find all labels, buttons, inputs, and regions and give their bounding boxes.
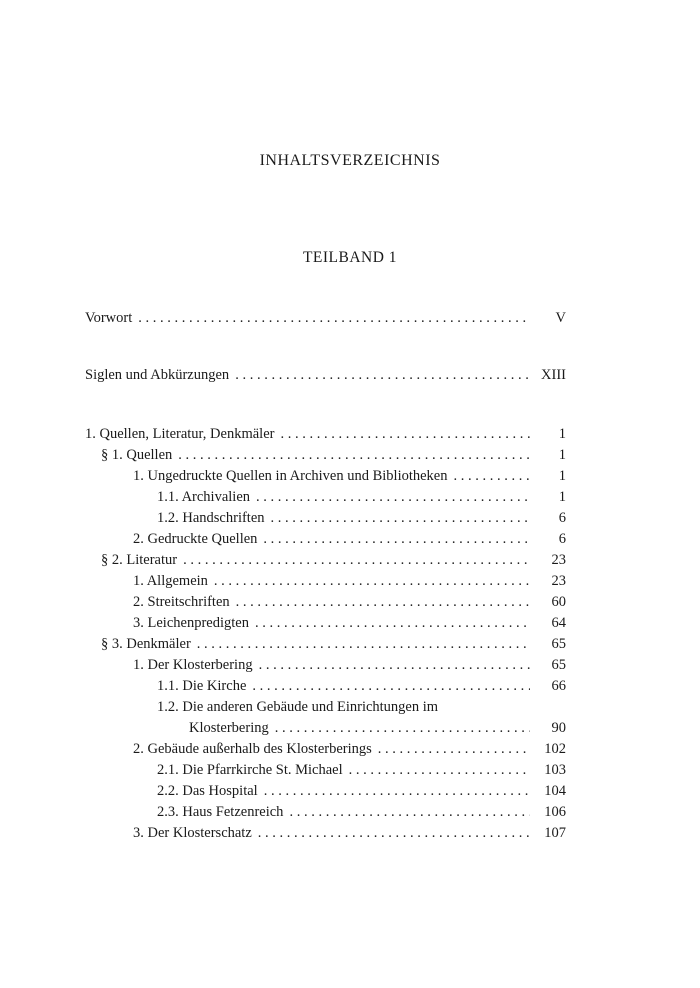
dot-leader: [263, 531, 530, 548]
toc-entry-page: 60: [551, 594, 566, 610]
toc-entry-label: 2.2. Das Hospital: [157, 783, 258, 799]
toc-heading: INHALTSVERZEICHNIS: [259, 152, 441, 169]
toc-entry: [85, 762, 566, 784]
toc-entry-label: 1. Der Klosterbering: [133, 657, 253, 673]
dot-leader: [258, 825, 530, 842]
toc-entry-label: 1.2. Handschriften: [157, 510, 265, 526]
toc-entry-label: Vorwort: [85, 310, 133, 326]
dot-leader: [255, 615, 530, 632]
toc-entry-label: 1. Quellen, Literatur, Denkmäler: [85, 426, 275, 442]
dot-leader: [259, 657, 530, 674]
toc-entry: [85, 426, 566, 448]
toc-entry-page: 102: [544, 741, 566, 757]
toc-entry-label: 1. Allgemein: [133, 573, 208, 589]
toc-entry-page: 6: [558, 531, 566, 547]
toc-entry-page: 1: [558, 489, 566, 505]
toc-entry-label: 3. Leichenpredigten: [133, 615, 249, 631]
toc-entry-page: 104: [544, 783, 566, 799]
toc-entry-label: Klosterbering: [189, 720, 269, 736]
dot-leader: [349, 762, 530, 779]
toc-entry-page: 65: [551, 636, 566, 652]
dot-leader: [275, 720, 530, 737]
dot-leader: [197, 636, 530, 653]
toc-entry-page: 65: [551, 657, 566, 673]
toc-entry-label: 1.1. Archivalien: [157, 489, 251, 505]
toc-entry-label: 2. Streitschriften: [133, 594, 230, 610]
toc-entry-label: 2. Gebäude außerhalb des Klosterberings: [133, 741, 372, 757]
toc-entry: [85, 636, 566, 658]
dot-leader: [183, 552, 530, 569]
dot-leader: [235, 367, 530, 384]
dot-leader: [178, 447, 530, 464]
toc-entry-label: 1.2. Die anderen Gebäude und Einrichtungen im: [157, 699, 439, 715]
toc-entry-page: 6: [558, 510, 566, 526]
toc-entry-label: 3. Der Klosterschatz: [133, 825, 252, 841]
dot-leader: [271, 510, 530, 527]
toc-entry-label: § 1. Quellen: [101, 447, 173, 463]
dot-leader: [289, 804, 530, 821]
toc-entry: [85, 468, 566, 490]
toc-entry-page: 90: [551, 720, 566, 736]
toc-entry-label: 1. Ungedruckte Quellen in Archiven und Bibliotheken: [133, 468, 448, 484]
toc-entry-label: Siglen und Abkürzungen: [85, 367, 230, 383]
toc-entry-page: 1: [558, 426, 566, 442]
toc-entry-label: § 2. Literatur: [101, 552, 178, 568]
toc-entry: [85, 552, 566, 574]
toc-entry-page: V: [555, 310, 566, 326]
toc-entry: [85, 594, 566, 616]
toc-entry-page: 103: [544, 762, 566, 778]
dot-leader: [264, 783, 530, 800]
toc-entry-page: 66: [551, 678, 566, 694]
dot-leader: [256, 489, 530, 506]
toc-entry-page: XIII: [541, 367, 566, 383]
toc-entry: [85, 531, 566, 553]
toc-entry-page: 1: [558, 468, 566, 484]
dot-leader: [214, 573, 530, 590]
toc-entry: [85, 310, 566, 332]
toc-entry: [85, 720, 566, 742]
toc-entry-label: 2. Gedruckte Quellen: [133, 531, 258, 547]
dot-leader: [454, 468, 531, 485]
toc-entry-page: 64: [551, 615, 566, 631]
dot-leader: [252, 678, 530, 695]
toc-entry-page: 106: [544, 804, 566, 820]
toc-entry: [85, 741, 566, 763]
volume-heading: TEILBAND 1: [302, 249, 398, 266]
toc-entry: [85, 447, 566, 469]
toc-entry-page: 23: [551, 573, 566, 589]
toc-entry: [85, 783, 566, 805]
dot-leader: [236, 594, 530, 611]
toc-entry-label: 2.1. Die Pfarrkirche St. Michael: [157, 762, 343, 778]
toc-entry-label: § 3. Denkmäler: [101, 636, 191, 652]
toc-entry-page: 107: [544, 825, 566, 841]
toc-entry: [85, 615, 566, 637]
toc-entry: [85, 573, 566, 595]
dot-leader: [378, 741, 530, 758]
toc-entry: [85, 699, 566, 721]
toc-entry: [85, 657, 566, 679]
toc-entry-page: 1: [558, 447, 566, 463]
toc-entry: [85, 510, 566, 532]
toc-entry-page: 23: [551, 552, 566, 568]
toc-entry-label: 2.3. Haus Fetzenreich: [157, 804, 284, 820]
dot-leader: [280, 426, 530, 443]
toc-entry: [85, 825, 566, 847]
toc-entry: [85, 804, 566, 826]
toc-entry: [85, 489, 566, 511]
toc-entry-label: 1.1. Die Kirche: [157, 678, 247, 694]
dot-leader: [138, 310, 530, 327]
toc-entry: [85, 678, 566, 700]
toc-entry: [85, 367, 566, 389]
